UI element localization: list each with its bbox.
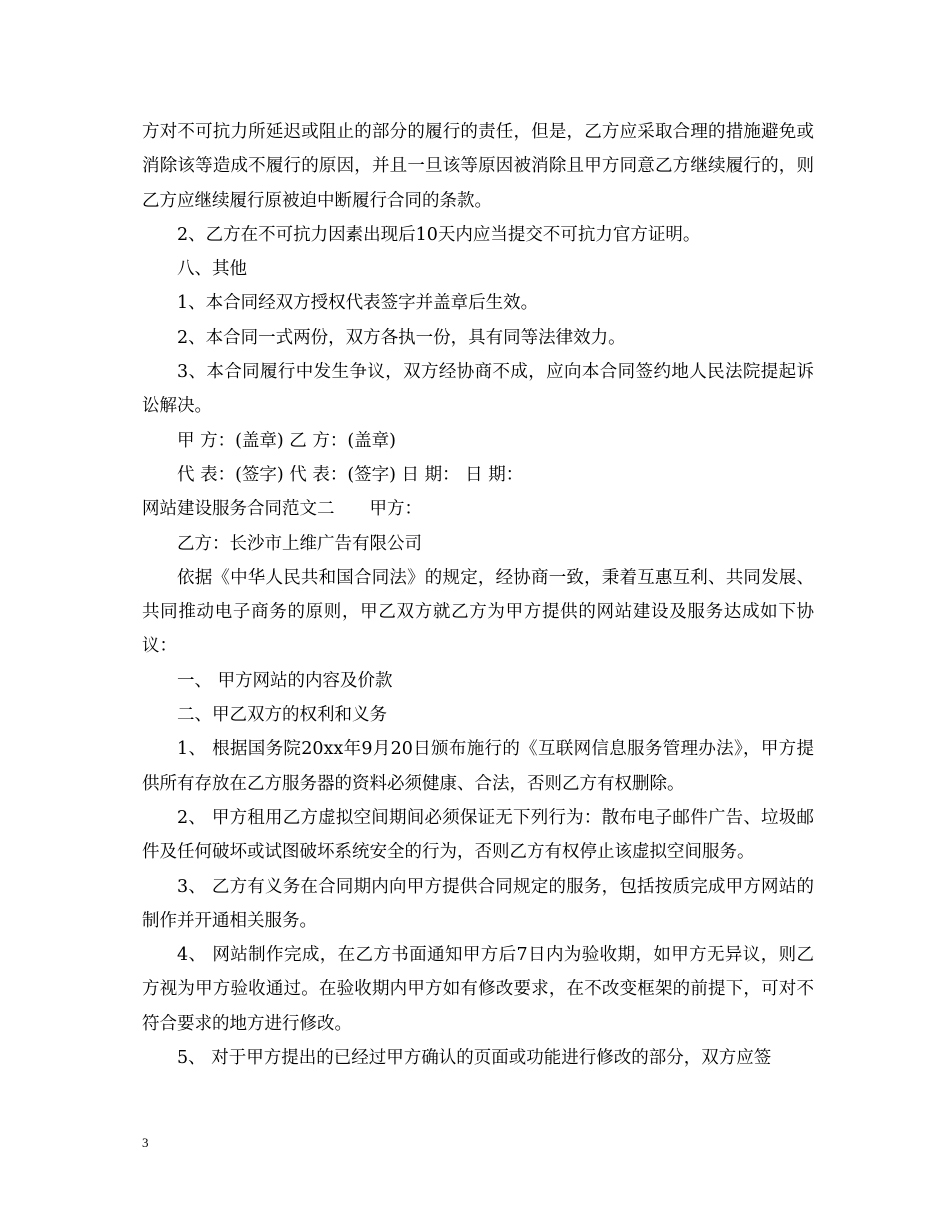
paragraph: 2、乙方在不可抗力因素出现后10天内应当提交不可抗力官方证明。 <box>177 224 701 245</box>
paragraph: 二、甲乙双方的权利和义务 <box>177 705 387 726</box>
document-body <box>142 115 814 1075</box>
paragraph: 3、本合同履行中发生争议，双方经协商不成，应向本合同签约地人民法院提起诉讼解决。 <box>142 362 814 417</box>
paragraph: 依据《中华人民共和国合同法》的规定，经协商一致，秉着互惠互利、共同发展、共同推动电子商务的原则，甲乙双方就乙方为甲方提供的网站建设及服务达成如下协议： <box>142 567 814 657</box>
paragraph: 3、 乙方有义务在合同期内向甲方提供合同规定的服务，包括按质完成甲方网站的制作并开通相关服务。 <box>142 876 814 931</box>
paragraph: 1、 根据国务院20xx年9月20日颁布施行的《互联网信息服务管理办法》，甲方提供所有存放在乙方服务器的资料必须健康、合法，否则乙方有权删除。 <box>142 739 814 794</box>
paragraph: 甲 方：(盖章) 乙 方：(盖章) <box>177 430 396 451</box>
paragraph: 一、 甲方网站的内容及价款 <box>177 670 393 691</box>
paragraph: 网站建设服务合同范文二 甲方： <box>142 499 422 520</box>
paragraph: 5、 对于甲方提出的已经过甲方确认的页面或功能进行修改的部分，双方应签 <box>177 1048 772 1069</box>
paragraph: 八、其他 <box>177 259 247 280</box>
paragraph: 4、 网站制作完成，在乙方书面通知甲方后7日内为验收期，如甲方无异议，则乙方视为甲方验收通过。在验收期内甲方如有修改要求，在不改变框架的前提下，可对不符合要求的地方进行修改。 <box>142 945 814 1034</box>
paragraph: 方对不可抗力所延迟或阻止的部分的履行的责任，但是，乙方应采取合理的措施避免或消除该等造成不履行的原因，并且一旦该等原因被消除且甲方同意乙方继续履行的，则乙方应继续履行原被迫中断履行合同的条款。 <box>142 122 814 211</box>
paragraph: 1、本合同经双方授权代表签字并盖章后生效。 <box>177 293 539 314</box>
paragraph: 2、 甲方租用乙方虚拟空间期间必须保证无下列行为：散布电子邮件广告、垃圾邮件及任何破坏或试图破坏系统安全的行为，否则乙方有权停止该虚拟空间服务。 <box>142 807 814 863</box>
page-number: 3 <box>142 1135 149 1150</box>
paragraph: 代 表：(签字) 代 表：(签字) 日 期： 日 期： <box>177 464 524 485</box>
paragraph: 乙方：长沙市上维广告有限公司 <box>177 533 422 554</box>
paragraph: 2、本合同一式两份，双方各执一份，具有同等法律效力。 <box>177 327 626 348</box>
